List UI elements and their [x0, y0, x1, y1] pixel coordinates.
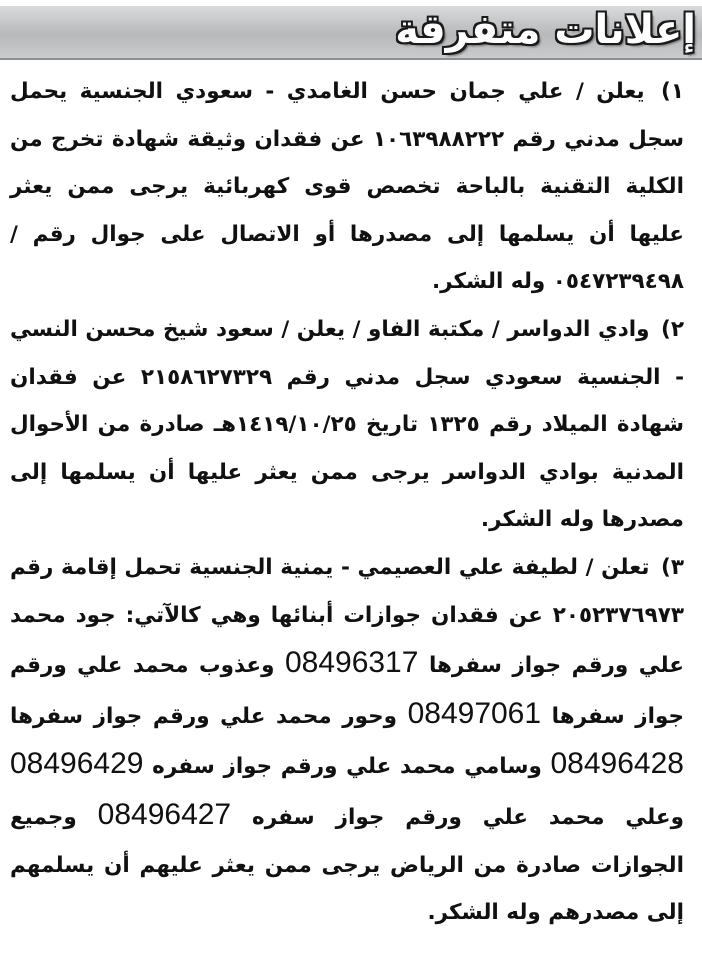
ad-text-intro: تعلن / لطيفة علي العصيمي - يمنية الجنسية تحمل إقامة رقم ٢٠٥٢٣٧٦٩٧٣ عن فقدان جوازات أبنائها وهي كالآتي: جود محمد علي ورقم جواز سفرها [10, 554, 684, 679]
ad-text-closing: وجميع الجوازات صادرة من الرياض يرجى ممن يعثر عليهم أن يسلمهم إلى مصدرهم وله الشكر. [10, 804, 684, 926]
ad-number: ١) [661, 79, 684, 104]
passport-number: 08496427 [97, 797, 232, 831]
classified-ad-3 [10, 544, 684, 937]
passport-number: 08496429 [10, 747, 144, 781]
passport-number: 08496428 [550, 747, 684, 781]
child-entry: وعذوب محمد علي ورقم جواز سفرها [10, 653, 684, 729]
child-entry: وسامي محمد علي ورقم جواز سفره [152, 754, 542, 780]
section-header [0, 0, 702, 62]
section-title: إعلانات متفرقة [395, 7, 696, 53]
child-entry: وحور محمد علي ورقم جواز سفرها [10, 703, 397, 729]
classified-ad-2 [10, 306, 684, 544]
passport-number: 08497061 [407, 696, 542, 730]
classifieds-list [0, 62, 702, 937]
child-entry: وعلي محمد علي ورقم جواز سفره [252, 804, 684, 830]
ad-text: يعلن / علي جمان حسن الغامدي - سعودي الجنسية يحمل سجل مدني رقم ١٠٦٣٩٨٨٢٢٢ عن فقدان وثيقة شهادة تخرج من الكلية التقنية بالباحة تخصص قوى كهربائية يرجى ممن يعثر عليها أن يسلمها إلى مصدرها أو الاتصال على جوال رقم /٠٥٤٧٢٣٩٤٩٨ وله الشكر. [10, 79, 684, 295]
ad-text: وادي الدواسر / مكتبة الفاو / يعلن / سعود شيخ محسن النسي - الجنسية سعودي سجل مدني رقم ٢١٥٨٦٢٧٣٢٩ عن فقدان شهادة الميلاد رقم ١٣٢٥ تاريخ ١٤١٩/١٠/٢٥هـ صادرة من الأحوال المدنية بوادي الدواسر يرجى ممن يعثر عليها أن يسلمها إلى مصدرها وله الشكر. [10, 316, 685, 533]
classified-ad-1 [10, 68, 684, 306]
ad-number: ٣) [661, 554, 684, 580]
passport-number: 08496317 [284, 646, 419, 680]
ad-number: ٢) [661, 316, 684, 342]
